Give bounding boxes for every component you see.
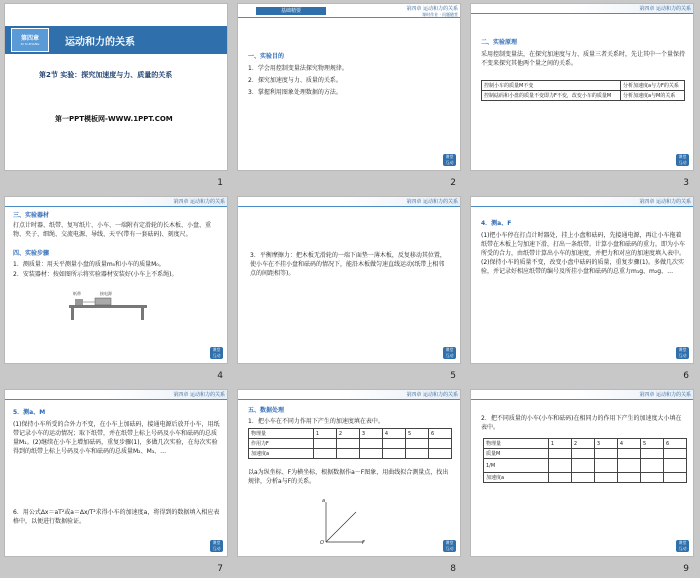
corner-button[interactable]: 课堂 互动 — [676, 154, 689, 166]
header-chapter: 第四章 运动和力的关系 — [639, 392, 691, 398]
slide-number: 7 — [217, 564, 223, 574]
slide-thumb-8[interactable] — [233, 386, 466, 578]
slide-header — [5, 390, 228, 400]
measure-body: (1)把小车停在打点计时器处，挂上小盘和砝码，先接通电源，再让小车拖着纸带在木板上匀加速下滑，打出一条纸带。计算小盘和砝码的重力，即为小车所受的合力，由纸带计算出小车的加速度，并把力和对应的加速度填入表中。(2)保持小车的质量不变，改变小盘中砝码的质量，重复步骤(1)。多做几次实验，并记录好相应纸带的编号及所挂小盘和砝码的总重力m₁g、m₂g、… — [481, 232, 686, 275]
section-heading: 5．测a、M — [13, 409, 46, 416]
analysis-text: 以a为纵坐标、F为横坐标，根据数据作a－F图象，用曲线拟合测量点，找出规律，分析a与F的关系。 — [248, 469, 449, 485]
slide-thumb-4[interactable] — [0, 193, 233, 385]
mass-table — [483, 438, 687, 483]
section-heading: 三、实验器材 — [13, 212, 50, 219]
section-heading: 五、数据处理 — [248, 407, 285, 414]
slide-number: 3 — [683, 178, 689, 188]
section-heading: 四、实验步骤 — [13, 250, 50, 257]
intro-text: 1．把小车在不同力作用下产生的加速度填在表中。 — [248, 418, 384, 425]
friction-body: 3．平衡摩擦力：把木板无滑轮的一端下面垫一薄木板，反复移动其位置，使小车在不挂小盘和砝码的情况下，能沿木板做匀速直线运动(纸带上相邻点的间距相等)。 — [250, 252, 446, 277]
figure-label: 接电源 — [100, 291, 112, 296]
corner-button[interactable]: 课堂 互动 — [210, 540, 223, 552]
table-header: 3 — [594, 439, 617, 449]
slide-thumb-9[interactable] — [466, 386, 699, 578]
slide-8 — [237, 389, 461, 557]
table-header: 3 — [359, 429, 382, 439]
slide-header — [238, 4, 461, 18]
corner-button[interactable]: 课堂 互动 — [443, 154, 456, 166]
corner-button[interactable]: 课堂 互动 — [676, 347, 689, 359]
step-item: 6．用公式Δx＝aT²或a＝Δx/T²求得小车的加速度a，将得到的数据填入相应表格中，以便进行数据验证。 — [13, 509, 220, 525]
table-cell: 分析加速度a与力F的关系 — [620, 81, 684, 91]
a-f-graph — [318, 498, 368, 548]
slide-thumb-2[interactable] — [233, 0, 466, 192]
slide-thumb-5[interactable] — [233, 193, 466, 385]
slide-number: 2 — [450, 178, 456, 188]
table-header: 1 — [548, 439, 571, 449]
slide-thumb-7[interactable] — [0, 386, 233, 578]
slide-number: 1 — [217, 178, 223, 188]
slide-5 — [237, 196, 461, 364]
table-header: 6 — [663, 439, 686, 449]
table-header: 4 — [382, 429, 405, 439]
table-header: 物理量 — [249, 429, 314, 439]
list-item: 1．学会用控制变量法探究物理规律。 — [248, 65, 348, 72]
table-row — [484, 449, 687, 459]
header-chapter: 第四章 运动和力的关系 — [173, 199, 225, 205]
row-label: 1/M — [484, 459, 549, 473]
intro-text: 2．把不同质量的小车(小车和砝码)在相同力的作用下产生的加速度大小填在表中。 — [481, 415, 682, 431]
table-header: 2 — [571, 439, 594, 449]
table-header: 6 — [428, 429, 451, 439]
principle-table — [481, 80, 685, 101]
header-chapter: 第四章 运动和力的关系 — [639, 6, 691, 12]
slide-9 — [470, 389, 694, 557]
measure-body: (1)保持小车所受的合外力不变，在小车上加砝码，接通电源后放开小车，用纸带记录小车的运动情况；取下纸带，并在纸带上标上号码及小车和砝码的总质量M₁。(2)继续在小车上增加砝码，重复步骤(1)，多做几次实验，在每次实验得到的纸带上标上号码及小车和砝码的总质量M₂、M₃、… — [13, 421, 220, 455]
table-header: 5 — [405, 429, 428, 439]
header-chapter: 第四章 运动和力的关系 — [639, 199, 691, 205]
header-chapter: 第四章 运动和力的关系 — [173, 392, 225, 398]
slide-number: 6 — [683, 371, 689, 381]
table-header: 5 — [640, 439, 663, 449]
figure-label: 纸带 — [73, 291, 81, 296]
slide-7 — [4, 389, 228, 557]
slide-6 — [470, 196, 694, 364]
section-heading: 二、实验原理 — [481, 39, 518, 46]
slide-number: 8 — [450, 564, 456, 574]
chapter-en: DI SI ZHANG — [20, 42, 40, 46]
corner-button[interactable]: 课堂 互动 — [443, 347, 456, 359]
row-label: 加速度a — [249, 449, 314, 459]
table-row — [249, 449, 452, 459]
slide-header — [471, 197, 694, 207]
force-table — [248, 428, 452, 459]
section-heading: 一、实验目的 — [248, 53, 285, 60]
table-row — [249, 429, 452, 439]
apparatus-figure — [65, 283, 155, 323]
corner-button[interactable]: 课堂 互动 — [676, 540, 689, 552]
table-cell: 控制小车的质量M不变 — [482, 81, 621, 91]
axis-origin: O — [320, 540, 324, 546]
slide-thumb-1[interactable] — [0, 0, 233, 192]
banner-title: 运动和力的关系 — [65, 37, 135, 48]
table-header: 物理量 — [484, 439, 549, 449]
row-label: 加速度a — [484, 473, 549, 483]
slide-thumb-6[interactable] — [466, 193, 699, 385]
row-label: 作用力F — [249, 439, 314, 449]
slide-4 — [4, 196, 228, 364]
section-title: 第2节 实验：探究加速度与力、质量的关系 — [39, 71, 173, 79]
chapter-label: 第四章 — [20, 35, 39, 42]
table-cell: 分析加速度a与M的关系 — [620, 91, 684, 101]
site-footer: 第一PPT模板网-WWW.1PPT.COM — [55, 115, 173, 123]
slide-header — [471, 390, 694, 400]
axis-label-f: F — [362, 540, 365, 546]
header-chapter: 第四章 运动和力的关系 — [406, 6, 458, 12]
slide-thumb-3[interactable] — [466, 0, 699, 192]
table-row — [482, 81, 685, 91]
slide-number: 4 — [217, 371, 223, 381]
chapter-badge — [11, 28, 49, 52]
slide-3 — [470, 3, 694, 171]
table-row — [249, 439, 452, 449]
table-header: 4 — [617, 439, 640, 449]
table-row — [484, 439, 687, 449]
table-row — [484, 459, 687, 473]
list-item: 3．掌握利用图象处理数据的方法。 — [248, 89, 342, 96]
table-header: 2 — [336, 429, 359, 439]
header-tab: 基础精要 — [256, 7, 326, 15]
header-chapter: 第四章 运动和力的关系 — [406, 199, 458, 205]
header-chapter: 第四章 运动和力的关系 — [406, 392, 458, 398]
equipment-body: 打点计时器、纸带、复写纸片、小车、一端附有定滑轮的长木板、小盘、重物、夹子、细绳、交流电源、导线、天平(带有一套砝码)、刻度尺。 — [13, 222, 212, 238]
step-item: 2．安装器材：按如图所示将实验器材安装好(小车上不系绳)。 — [13, 271, 178, 278]
slide-header — [5, 197, 228, 207]
section-heading: 4．测a、F — [481, 220, 512, 227]
slide-1 — [4, 3, 228, 171]
header-link[interactable]: 课时作业 · 问题随堂 — [422, 12, 458, 17]
table-header: 1 — [313, 429, 336, 439]
table-row — [482, 91, 685, 101]
step-item: 1．测质量：用天平测量小盘的质量m₀和小车的质量M₀。 — [13, 261, 165, 268]
slide-number: 9 — [683, 564, 689, 574]
slide-number: 5 — [450, 371, 456, 381]
principle-body: 采用控制变量法，在探究加速度与力、质量三者关系时，先让其中一个量保持不变来探究其他两个量之间的关系。 — [481, 51, 686, 67]
corner-button[interactable]: 课堂 互动 — [210, 347, 223, 359]
axis-label-a: a — [322, 498, 326, 504]
slide-2 — [237, 3, 461, 171]
row-label: 质量M — [484, 449, 549, 459]
slide-header — [471, 4, 694, 14]
corner-button[interactable]: 课堂 互动 — [443, 540, 456, 552]
slide-header — [238, 390, 461, 400]
table-cell: 控制砝码和小盘的质量不变即力F不变，改变小车的质量M — [482, 91, 621, 101]
list-item: 2．探究加速度与力、质量的关系。 — [248, 77, 342, 84]
table-row — [484, 473, 687, 483]
slide-header — [238, 197, 461, 207]
